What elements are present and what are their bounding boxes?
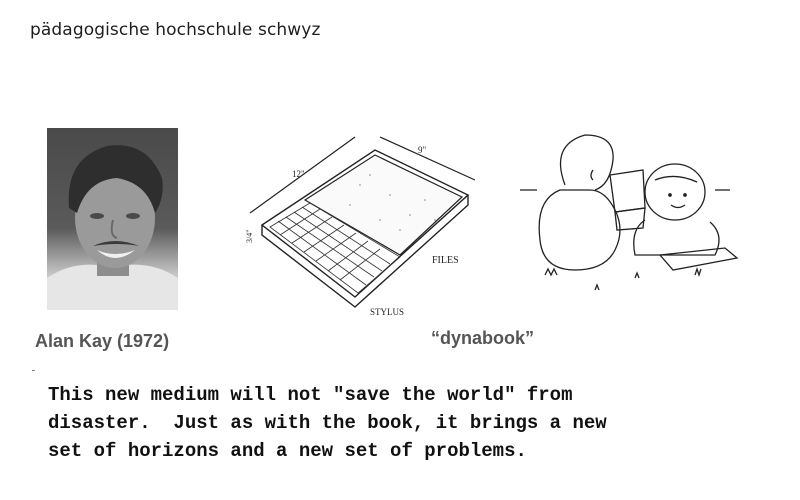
dynabook-caption: “dynabook”: [431, 328, 535, 348]
portrait-caption: Alan Kay (1972): [35, 331, 170, 351]
files-label: FILES: [432, 255, 459, 266]
typewritten-quote: [48, 381, 768, 465]
alan-kay-portrait: [47, 128, 178, 310]
quote-line: This new medium will not "save the world" from: [48, 384, 573, 406]
stylus-label: STYLUS: [370, 307, 405, 317]
decorative-dash: [32, 370, 35, 371]
depth-label: 9": [418, 145, 427, 155]
page-header-title: pädagogische hochschule schwyz: [30, 20, 321, 40]
dynabook-sketch: [240, 125, 480, 325]
quote-line: set of horizons and a new set of problems.: [48, 440, 527, 462]
width-label: 12": [292, 169, 305, 179]
children-sketch: [515, 130, 765, 310]
quote-line: disaster. Just as with the book, it brings a new: [48, 412, 607, 434]
height-label: 3/4": [245, 229, 254, 243]
